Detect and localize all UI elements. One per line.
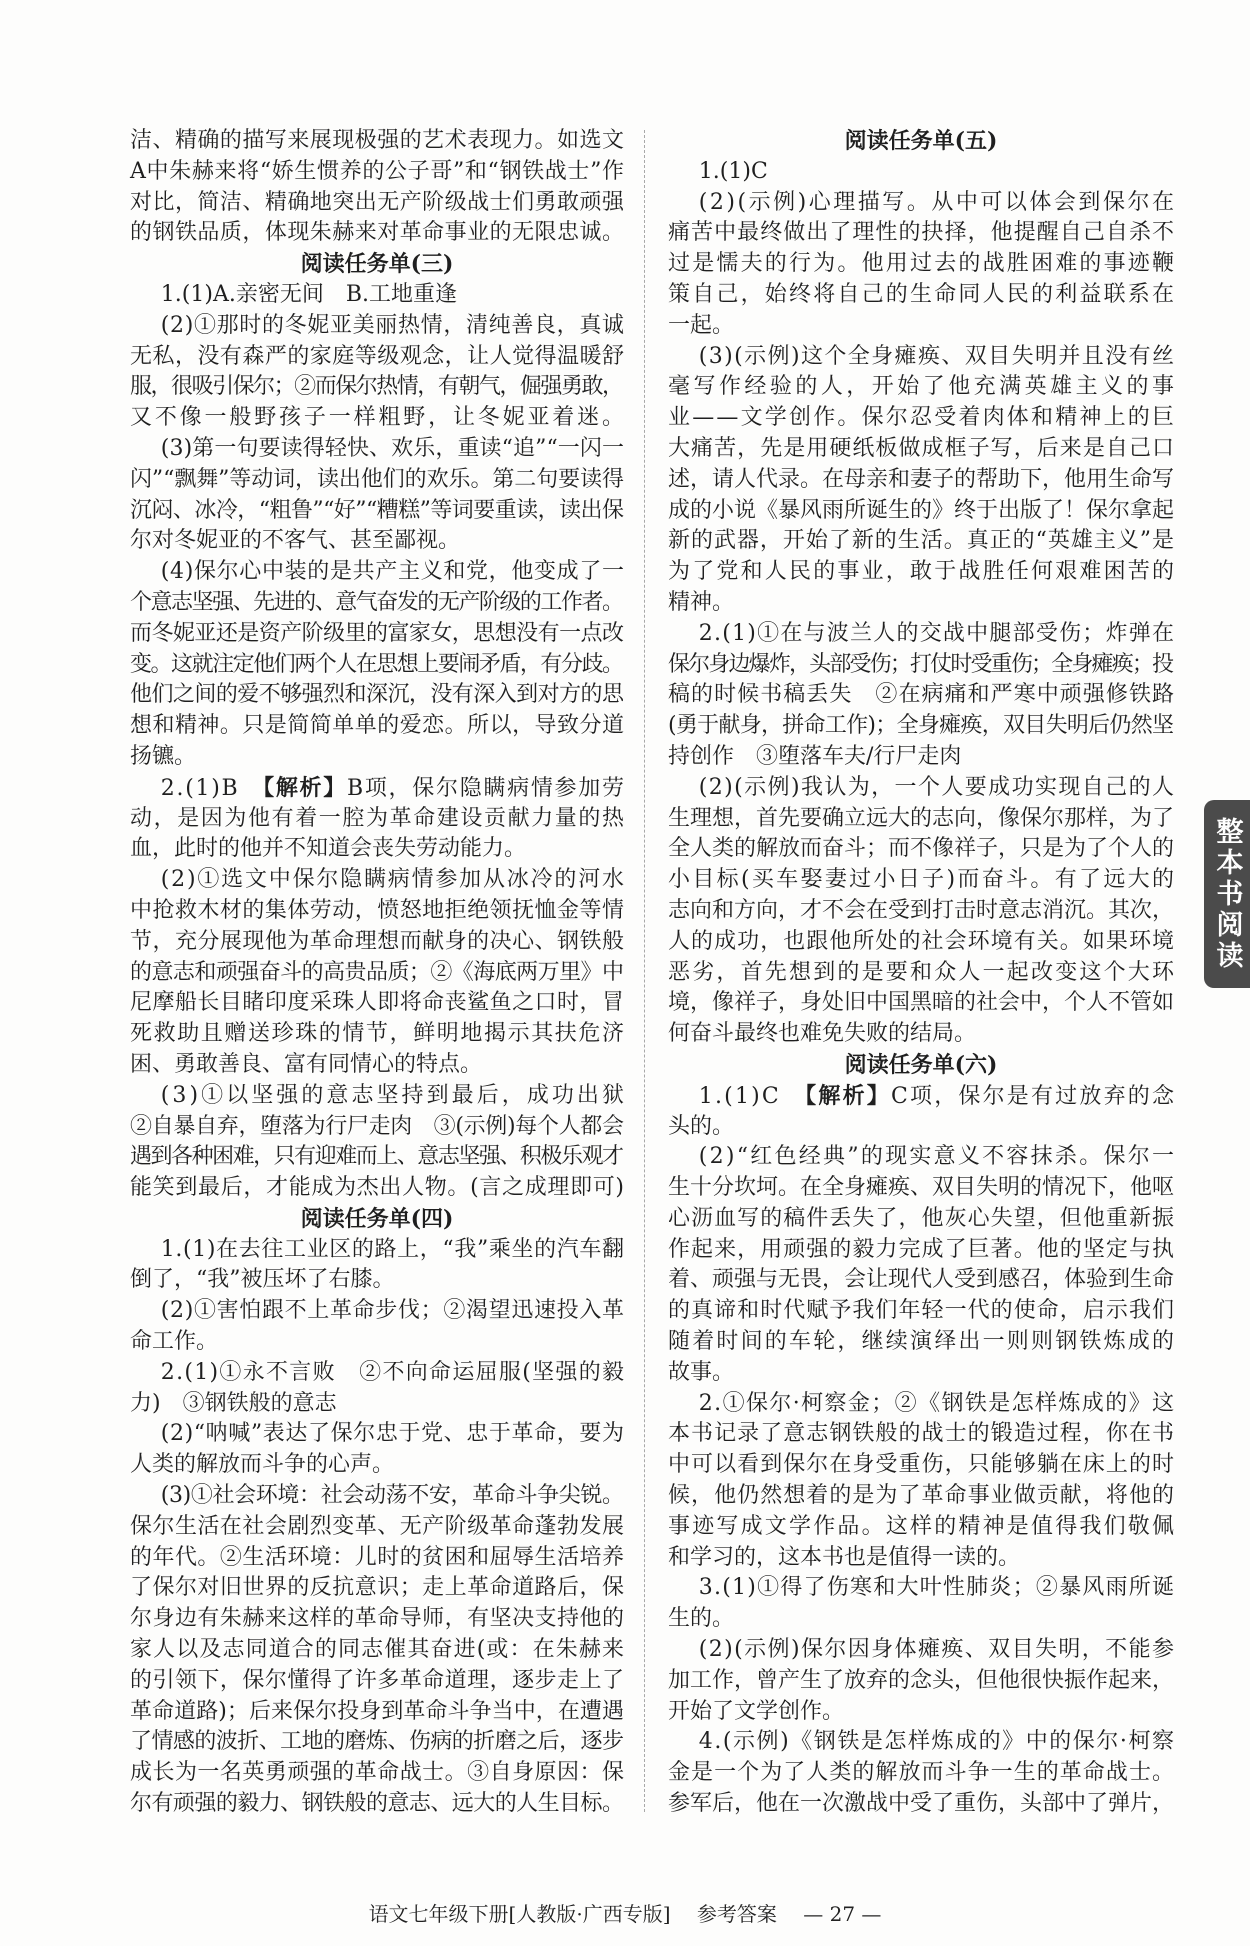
line-text: (4)保尔心中装的是共产主义和党，他变成了一 [160, 559, 625, 585]
line-text: 全人类的解放而奋斗；而不像祥子，只是为了个人的 [668, 836, 1174, 862]
line-text: 开始了文学创作。 [668, 1698, 845, 1724]
text-line [130, 1265, 624, 1296]
text-line [130, 1389, 624, 1420]
section-heading: 阅读任务单(四) [300, 1205, 454, 1232]
line-text: 心沥血写的稿件丢失了，他灰心失望，但他重新振 [668, 1205, 1176, 1231]
text-line [130, 126, 624, 157]
text-line [668, 588, 1174, 619]
text-line [668, 1604, 1174, 1635]
line-text: 的钢铁品质，体现朱赫来对革命事业的无限忠诚。 [130, 220, 625, 246]
line-text: 尔身边有朱赫来这样的革命导师，有坚决支持他的 [130, 1606, 625, 1632]
line-text: 作起来，用顽强的毅力完成了巨著。他的坚定与执 [668, 1236, 1176, 1262]
line-text: 事迹写成文学作品。这样的精神是值得我们敬佩 [668, 1513, 1177, 1539]
answer-paragraph [130, 773, 624, 865]
line-text: 毫写作经验的人，开始了他充满英雄主义的事 [668, 374, 1178, 400]
text-line [130, 280, 624, 311]
text-line [668, 1389, 1174, 1420]
text-line [668, 834, 1174, 865]
line-text: 金是一个为了人类的解放而斗争一生的革命战士。 [668, 1760, 1176, 1786]
text-line [130, 1543, 624, 1574]
answer-paragraph [130, 865, 624, 1081]
line-text: 保尔生活在社会剧烈变革、无产阶级革命蓬勃发展 [130, 1513, 625, 1539]
line-text: 能笑到最后，才能成为杰出人物。(言之成理即可) [130, 1175, 625, 1201]
line-text: 对比，简洁、精确地突出无产阶级战士们勇敢顽强 [130, 189, 625, 215]
line-text: 了情感的波折、工地的磨炼、伤病的折磨之后，逐步 [130, 1729, 624, 1755]
right-column [668, 126, 1178, 1820]
text-line [130, 680, 624, 711]
text-line [130, 342, 624, 373]
line-text: 述，请人代录。在母亲和妻子的帮助下，他用生命写 [668, 466, 1174, 492]
answer-paragraph [130, 1296, 624, 1358]
answer-paragraph [668, 157, 1174, 188]
text-line [668, 1081, 1177, 1112]
answer-paragraph [668, 619, 1174, 773]
line-text: 尔对冬妮亚的不客气、甚至鄙视。 [130, 528, 461, 554]
answer-paragraph [668, 1081, 1177, 1143]
line-text: 的真谛和时代赋予我们年轻一代的使命，启示我们 [668, 1298, 1176, 1324]
answer-paragraph [130, 1081, 628, 1204]
analysis-label: 【解析】 [263, 774, 347, 801]
text-line [130, 865, 624, 896]
line-text: (2)①选文中保尔隐瞒病情参加从冰冷的河水 [160, 867, 626, 893]
line-text: (3)(示例)这个全身瘫痪、双目失明并且没有丝 [698, 343, 1176, 369]
answer-paragraph [130, 1235, 624, 1297]
line-text: 着、顽强与无畏，会让现代人受到感召，体验到生命 [668, 1267, 1174, 1293]
text-line [668, 988, 1174, 1019]
text-line [130, 1235, 624, 1266]
line-text: 随着时间的车轮，继续演绎出一则则钢铁炼成的 [668, 1329, 1177, 1355]
section-heading: 阅读任务单(三) [300, 251, 454, 278]
text-line [668, 218, 1174, 249]
answer-paragraph [668, 1573, 1174, 1635]
text-line [130, 1019, 624, 1050]
answer-paragraph [130, 557, 624, 773]
text-line [668, 1666, 1174, 1697]
text-line [130, 434, 624, 465]
line-text: 2.(1)①永不言败 ②不向命运屈服(坚强的毅 [160, 1359, 626, 1385]
text-line [668, 1481, 1174, 1512]
line-text: 尼摩船长目睹印度采珠人即将命丧鲨鱼之口时，冒 [130, 990, 625, 1016]
text-line [668, 1112, 1174, 1143]
line-text: 候，他仍然想着的是为了革命事业做贡献，将他的 [668, 1483, 1176, 1509]
text-line [130, 1789, 624, 1820]
line-text: 恶劣，首先想到的是要和众人一起改变这个大环 [668, 959, 1177, 985]
answer-paragraph [668, 1142, 1177, 1388]
line-text: 参军后，他在一次激战中受了重伤，头部中了弹片， [668, 1791, 1174, 1817]
text-segment: 1.(1)C [698, 1083, 806, 1109]
text-line [130, 896, 624, 927]
text-line [130, 1635, 624, 1666]
line-text: 业——文学创作。保尔忍受着肉体和精神上的巨 [668, 405, 1177, 431]
text-line [130, 804, 624, 835]
line-text: 又不像一般野孩子一样粗野，让冬妮亚着迷。 [130, 405, 627, 431]
line-text: 和学习的，这本书也是值得一读的。 [668, 1544, 1021, 1570]
text-line [668, 1327, 1177, 1358]
line-text: 1.(1)在去往工业区的路上，“我”乘坐的汽车翻 [160, 1236, 625, 1262]
text-line [130, 742, 624, 773]
text-line [668, 1204, 1174, 1235]
text-line [668, 496, 1174, 527]
text-line [668, 1358, 1174, 1389]
text-line [668, 1450, 1174, 1481]
text-line [130, 834, 624, 865]
text-line [130, 1081, 628, 1112]
line-text: 故事。 [668, 1359, 735, 1385]
text-line [130, 218, 624, 249]
footer-book-title: 语文七年级下册[人教版·广西专版] [368, 1902, 671, 1926]
line-text: 稿的时候书稿丢失 ②在病痛和严寒中顽强修铁路 [668, 682, 1176, 708]
text-line [130, 1112, 624, 1143]
text-line [130, 619, 624, 650]
text-line [130, 650, 624, 681]
text-line [130, 465, 624, 496]
text-line [130, 1758, 624, 1789]
text-line [130, 988, 624, 1019]
text-line [668, 1019, 1174, 1050]
line-text: 生的。 [668, 1606, 735, 1632]
text-line [668, 1758, 1174, 1789]
text-line [130, 1296, 624, 1327]
text-line [130, 1358, 624, 1389]
line-text: 大痛苦，先是用硬纸板做成框子写，后来是自己口 [668, 435, 1176, 461]
line-text: 中抢救木材的集体劳动，愤怒地拒绝领抚恤金等情 [130, 897, 625, 923]
text-line [130, 773, 624, 804]
line-text: 人的成功，也跟他所处的社会环境有关。如果环境 [668, 928, 1176, 954]
line-text: 志向和方向，才不会在受到打击时意志消沉。其次， [668, 897, 1174, 923]
line-text: 生十分坎坷。在全身瘫痪、双目失明的情况下，他呕 [668, 1175, 1174, 1201]
line-text: (2)“红色经典”的现实意义不容抹杀。保尔一 [698, 1144, 1177, 1170]
text-line [668, 958, 1177, 989]
answer-paragraph [130, 311, 627, 434]
line-text: (3)①以坚强的意志坚持到最后，成功出狱 [160, 1082, 628, 1108]
line-text: 本书记录了意志钢铁般的战士的锻造过程，你在书 [668, 1421, 1176, 1447]
line-text: 2.①保尔·柯察金；②《钢铁是怎样炼成的》这 [698, 1390, 1176, 1416]
line-text: 保尔身边爆炸，头部受伤；打仗时受重伤；全身瘫痪；投 [668, 651, 1173, 677]
line-text: 中可以看到保尔在身受重伤，只能够躺在床上的时 [668, 1452, 1176, 1478]
line-text: 遇到各种困难，只有迎难而上、意志坚强、积极乐观才 [130, 1144, 623, 1170]
text-line [668, 773, 1174, 804]
text-line [130, 1573, 624, 1604]
line-text: 变。这就注定他们两个人在思想上要闹矛盾，有分歧。 [130, 651, 623, 677]
text-line [668, 1512, 1177, 1543]
line-text: 节，充分展现他为革命理想而献身的决心、钢铁般 [130, 928, 625, 954]
line-text: (2)“呐喊”表达了保尔忠于党、忠于革命，要为 [160, 1421, 625, 1447]
side-tab [1204, 800, 1250, 988]
answer-paragraph [130, 1419, 624, 1481]
text-line [130, 1327, 624, 1358]
text-line [668, 650, 1174, 681]
section-heading: 阅读任务单(五) [844, 128, 998, 154]
line-text: 1.(1)C [698, 158, 768, 184]
line-text: (2)①那时的冬妮亚美丽热情，清纯善良，真诚 [160, 312, 625, 338]
line-text: (3)第一句要读得轻快、欢乐，重读“追”“一闪一 [160, 435, 625, 461]
text-line [130, 1727, 624, 1758]
line-text: 头的。 [668, 1113, 735, 1139]
column-divider [644, 130, 645, 1812]
text-line [668, 311, 1174, 342]
text-line [130, 1481, 624, 1512]
section-heading: 阅读任务单(六) [844, 1051, 998, 1078]
line-text: 力) ③钢铁般的意志 [130, 1390, 337, 1416]
text-line [668, 865, 1177, 896]
text-line [130, 1050, 624, 1081]
line-text: 3.(1)①得了伤寒和大叶性肺炎；②暴风雨所诞 [698, 1575, 1176, 1601]
line-text: 成的小说《暴风雨所诞生的》终于出版了！保尔拿起 [668, 497, 1174, 523]
line-text: 扬镳。 [130, 743, 197, 769]
line-text: 何奋斗最终也难免失败的结局。 [668, 1021, 977, 1047]
line-text: 服，很吸引保尔；②而保尔热情，有朝气，倔强勇敢， [130, 374, 623, 400]
line-text: 家人以及志同道合的同志催其奋进(或：在朱赫来 [130, 1637, 626, 1663]
line-text: 了保尔对旧世界的反抗意识；走上革命道路后，保 [130, 1575, 625, 1601]
text-line [130, 526, 624, 557]
line-text: 境，像祥子，身处旧中国黑暗的社会中，个人不管如 [668, 990, 1174, 1016]
line-text: 革命道路)；后来保尔投身到革命斗争当中，在遭遇 [130, 1698, 625, 1724]
text-line [130, 311, 624, 342]
text-line [668, 1173, 1174, 1204]
line-text: 过是懦夫的行为。他用过去的战胜困难的事迹鞭 [668, 251, 1177, 277]
text-line [130, 927, 624, 958]
text-segment: C项，保尔是有过放弃的念 [890, 1083, 1177, 1109]
line-text: 闪”“飘舞”等动词，读出他们的欢乐。第二句要读得 [130, 466, 624, 492]
text-line [130, 1604, 624, 1635]
text-line [668, 1573, 1174, 1604]
text-line [668, 1789, 1174, 1820]
analysis-label: 【解析】 [805, 1082, 891, 1109]
text-line [130, 1666, 624, 1697]
text-line [130, 958, 624, 989]
line-text: (2)(示例)我认为，一个人要成功实现自己的人 [698, 774, 1176, 800]
line-text: 人类的解放而斗争的心声。 [130, 1452, 395, 1478]
text-line [130, 372, 624, 403]
text-line [130, 1697, 624, 1728]
line-text: 倒了，“我”被压坏了右膝。 [130, 1267, 395, 1293]
line-text: 新的武器，开始了新的生活。真正的“英雄主义”是 [668, 528, 1175, 554]
line-text: A中朱赫来将“娇生惯养的公子哥”和“钢铁战士”作 [130, 158, 625, 184]
line-text: 他们之间的爱不够强烈和深沉，没有深入到对方的思 [130, 682, 624, 708]
line-text [161, 776, 626, 801]
answer-paragraph [668, 342, 1178, 619]
page-footer [0, 1900, 1250, 1928]
line-text: ②自暴自弃，堕落为行尸走肉 ③(示例)每个人都会 [130, 1113, 624, 1139]
text-line [668, 465, 1174, 496]
answer-paragraph [668, 1389, 1177, 1574]
text-line [668, 157, 1174, 188]
side-tab-label: 整本书阅读 [1211, 816, 1243, 972]
line-text: 尔有顽强的毅力、钢铁般的意志、远大的人生目标。 [130, 1791, 624, 1817]
line-text: 为了党和人民的事业，敢于战胜任何艰难困苦的 [668, 559, 1177, 585]
text-line [130, 711, 624, 742]
text-line [668, 249, 1177, 280]
line-text: 而冬妮亚还是资产阶级里的富家女，思想没有一点改 [130, 620, 624, 646]
answer-paragraph [668, 1635, 1174, 1727]
answer-paragraph [130, 1358, 624, 1420]
line-text: 1.(1)A.亲密无间 B.工地重逢 [160, 281, 457, 307]
text-line [130, 1419, 624, 1450]
line-text: 生理想，首先要确立远大的志向，像保尔那样，为了 [668, 805, 1174, 831]
line-text: 的引领下，保尔懂得了许多革命道理，逐步走上了 [130, 1667, 625, 1693]
text-line [668, 1235, 1174, 1266]
line-text: 加工作，曾产生了放弃的念头，但他很快振作起来， [668, 1667, 1174, 1693]
text-line [668, 1727, 1174, 1758]
line-text: 死救助且赠送珍珠的情节，鲜明地揭示其扶危济 [130, 1021, 626, 1047]
text-line [130, 1512, 624, 1543]
text-line [668, 804, 1174, 835]
text-line [130, 496, 624, 527]
text-line [668, 342, 1174, 373]
line-text: 4.(示例)《钢铁是怎样炼成的》中的保尔·柯察 [698, 1729, 1176, 1755]
answer-paragraph [668, 773, 1177, 1050]
line-text [699, 1084, 1176, 1109]
text-line [130, 157, 624, 188]
text-segment: B项，保尔隐瞒病情参加劳 [346, 775, 626, 801]
line-text: 成长为一名英勇顽强的革命战士。③自身原因：保 [130, 1760, 625, 1786]
line-text: 的意志和顽强奋斗的高贵品质；②《海底两万里》中 [130, 959, 624, 985]
text-line [668, 526, 1174, 557]
answer-paragraph [130, 434, 624, 557]
text-line [668, 280, 1177, 311]
text-line [668, 896, 1174, 927]
line-text: 的年代。②生活环境：儿时的贫困和屈辱生活培养 [130, 1544, 625, 1570]
text-line [130, 1142, 624, 1173]
line-text: 血，此时的他并不知道会丧失劳动能力。 [130, 836, 527, 862]
text-line [668, 1265, 1174, 1296]
text-line [668, 434, 1174, 465]
line-text: 策自己，始终将自己的生命同人民的利益联系在 [668, 281, 1177, 307]
text-line [668, 1635, 1174, 1666]
text-line [130, 1173, 624, 1204]
text-line [668, 1543, 1174, 1574]
text-line [668, 927, 1174, 958]
text-line [668, 1419, 1174, 1450]
line-text: 个意志坚强、先进的、意气奋发的无产阶级的工作者。 [130, 589, 623, 615]
text-line [668, 1296, 1174, 1327]
line-text: (2)(示例)保尔因身体瘫痪、双目失明，不能参 [698, 1637, 1176, 1663]
text-line [130, 188, 624, 219]
answer-paragraph [130, 126, 624, 249]
text-line [668, 1697, 1174, 1728]
text-line [668, 742, 1174, 773]
text-segment: 2.(1)B [160, 775, 264, 801]
line-text: 小目标(买车娶妻过小日子)而奋斗。有了远大的 [668, 867, 1177, 893]
answer-paragraph [130, 280, 624, 311]
text-line [668, 557, 1177, 588]
text-line [668, 680, 1174, 711]
answer-paragraph [130, 1481, 624, 1820]
text-line [668, 403, 1177, 434]
footer-section: 参考答案 [696, 1902, 777, 1926]
line-text: 精神。 [668, 589, 735, 615]
line-text: 想和精神。只是简简单单的爱恋。所以，导致分道 [130, 713, 625, 739]
left-column [130, 126, 628, 1820]
text-line [130, 588, 624, 619]
text-line [668, 188, 1177, 219]
page-number: — 27 — [803, 1902, 882, 1926]
line-text: (3)①社会环境：社会动荡不安，革命斗争尖锐。 [160, 1483, 624, 1509]
line-text: (勇于献身，拼命工作)；全身瘫痪，双目失明后仍然坚 [668, 713, 1174, 739]
text-line [668, 711, 1174, 742]
text-line [130, 557, 624, 588]
line-text: 洁、精确的描写来展现极强的艺术表现力。如选文 [130, 128, 625, 153]
line-text: 动，是因为他有着一腔为革命建设贡献力量的热 [130, 805, 626, 831]
answer-paragraph [668, 188, 1177, 342]
line-text: (2)①害怕跟不上革命步伐；②渴望迅速投入革 [160, 1298, 625, 1324]
text-line [668, 619, 1174, 650]
text-line [668, 1142, 1177, 1173]
line-text: 沉闷、冰冷，“粗鲁”“好”“糟糕”等词要重读，读出保 [130, 497, 624, 523]
line-text: 痛苦中最终做出了理性的抉择，他提醒自己自杀不 [668, 220, 1176, 246]
text-line [130, 1450, 624, 1481]
text-line [130, 403, 627, 434]
line-text: 一起。 [668, 312, 735, 338]
line-text: 命工作。 [130, 1329, 219, 1355]
line-text: 无私，没有森严的家庭等级观念，让人觉得温暖舒 [130, 343, 625, 369]
text-line [668, 372, 1178, 403]
line-text: (2)(示例)心理描写。从中可以体会到保尔在 [698, 189, 1177, 215]
line-text: 困、勇敢善良、富有同情心的特点。 [130, 1051, 483, 1077]
line-text: 2.(1)①在与波兰人的交战中腿部受伤；炸弹在 [698, 620, 1176, 646]
line-text: 持创作 ③堕落车夫/行尸走肉 [668, 743, 962, 769]
answer-paragraph [668, 1727, 1174, 1819]
